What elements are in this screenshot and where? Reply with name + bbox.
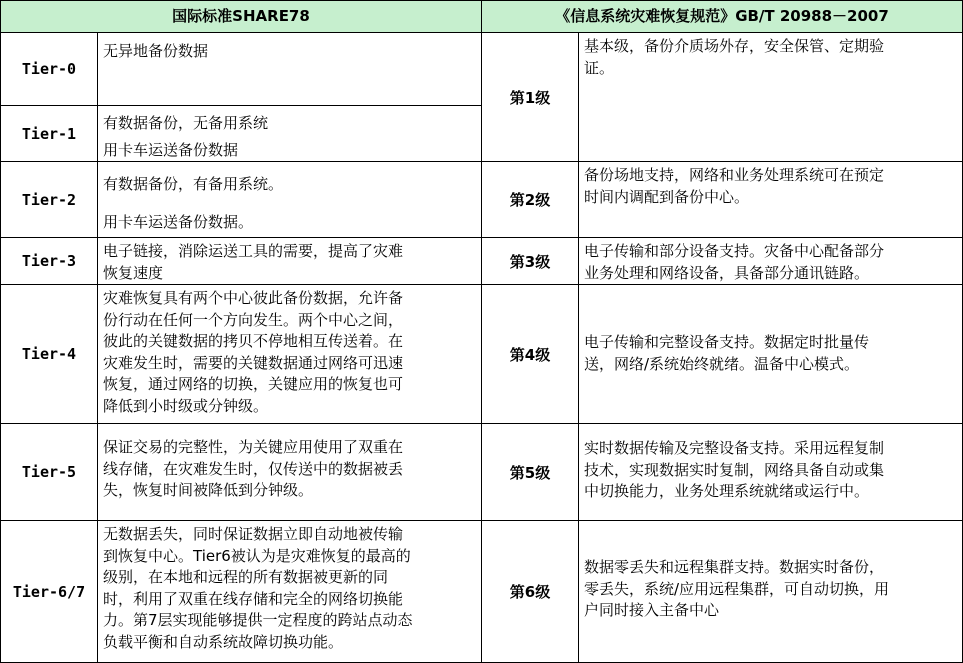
level-description: 电子传输和完整设备支持。数据定时批量传 送，网络/系统始终就绪。温备中心模式。 bbox=[584, 333, 870, 373]
level-name: 第1级 bbox=[509, 88, 551, 107]
tier-description: 电子链接，消除运送工具的需要，提高了灾难 恢复速度 bbox=[103, 242, 404, 282]
level-description: 电子传输和部分设备支持。灾备中心配备部分 业务处理和网络设备，具备部分通讯链路。 bbox=[584, 242, 885, 282]
header-gbt20988: 《信息系统灾难恢复规范》GB/T 20988－2007 bbox=[482, 1, 962, 32]
grid-line bbox=[578, 32, 579, 662]
level-description: 基本级，备份介质场外存，安全保管、定期验 证。 bbox=[584, 37, 885, 77]
level-name: 第3级 bbox=[509, 252, 551, 271]
tier-name: Tier-3 bbox=[21, 252, 77, 270]
level-name: 第2级 bbox=[509, 191, 551, 209]
level-name: 第5级 bbox=[509, 463, 551, 482]
tier-description: 保证交易的完整性，为关键应用使用了双重在 线存储，在灾难发生时，仅传送中的数据被丢 失，恢复时间被降低到分钟级。 bbox=[103, 438, 404, 499]
level-name: 第4级 bbox=[509, 345, 551, 364]
level-description: 数据零丢失和远程集群支持。数据实时备份， 零丢失，系统/应用远程集群，可自动切换，用 户同时接入主备中心 bbox=[584, 558, 890, 619]
level-name: 第6级 bbox=[509, 583, 551, 601]
tier-name: Tier-4 bbox=[21, 345, 77, 363]
tier-name: Tier-6/7 bbox=[12, 582, 86, 601]
grid-line bbox=[97, 32, 98, 662]
tier-description: 灾难恢复具有两个中心彼此备份数据，允许备 份行动在任何一个方向发生。两个中心之间， 彼此的关键数据的拷贝不停地相互传送着。在 灾难发生时，需要的关键数据通过网络可迅速 恢复，通过网络的切换，关键应用的恢复也可 降低到小时级或分钟级。 bbox=[103, 289, 404, 415]
tier-name: Tier-1 bbox=[21, 124, 77, 143]
tier-name: Tier-5 bbox=[21, 463, 77, 481]
tier-description: 无数据丢失，同时保证数据立即自动地被传输 到恢复中心。Tier6被认为是灾难恢复的最高的 级别，在本地和远程的所有数据被更新的同 时，利用了双重在线存储和完全的网络切换能 力。第7层实现能够提供一定程度的跨站点动态 负载平衡和自动系统故障切换功能。 bbox=[103, 525, 413, 651]
level-description: 实时数据传输及完整设备支持。采用远程复制 技术，实现数据实时复制，网络具备自动或集 中切换能力，业务处理系统就绪或运行中。 bbox=[584, 439, 885, 500]
level-description: 备份场地支持，网络和业务处理系统可在预定 时间内调配到备份中心。 bbox=[584, 166, 885, 206]
tier-description: 无异地备份数据 bbox=[103, 42, 209, 60]
grid-line bbox=[1, 105, 482, 106]
tier-description: 有数据备份，有备用系统。 用卡车运送备份数据。 bbox=[103, 175, 284, 231]
tier-description: 有数据备份，无备用系统 用卡车运送备份数据 bbox=[103, 114, 269, 159]
grid-line bbox=[481, 1, 482, 662]
header-share78: 国际标准SHARE78 bbox=[1, 1, 481, 32]
tier-name: Tier-0 bbox=[21, 60, 77, 78]
tier-name: Tier-2 bbox=[21, 190, 77, 209]
